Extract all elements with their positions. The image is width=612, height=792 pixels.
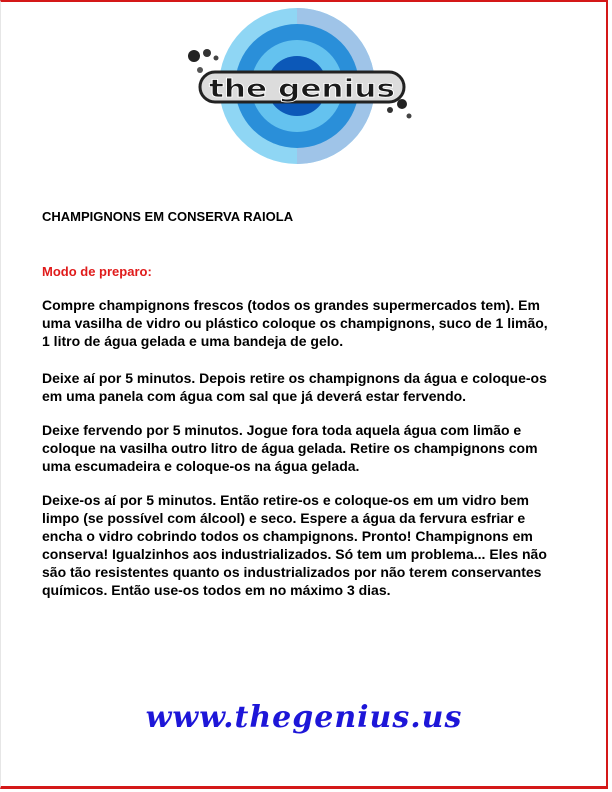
thegenius-logo <box>180 6 420 168</box>
recipe-paragraph: Deixe fervendo por 5 minutos. Jogue fora toda aquela água com limão e coloque na vasilha outro litro de água gelada. Retire os champignons com uma escumadeira e coloque-os na água gelada. <box>42 422 538 474</box>
recipe-paragraph: Compre champignons frescos (todos os grandes supermercados tem). Em uma vasilha de vidro ou plástico coloque os champignons, suco de 1 limão, 1 litro de água gelada e uma bandeja de gelo. <box>42 297 548 349</box>
footer-url-link[interactable]: www.thegenius.us <box>145 700 463 735</box>
recipe-title: CHAMPIGNONS EM CONSERVA RAIOLA <box>42 209 294 224</box>
recipe-paragraph: Deixe aí por 5 minutos. Depois retire os champignons da água e coloque-os em uma panela com água com sal que já deverá estar fervendo. <box>42 370 547 404</box>
logo-text: the genius <box>209 74 395 103</box>
section-heading: Modo de preparo: <box>42 264 152 279</box>
recipe-paragraph: Deixe-os aí por 5 minutos. Então retire-os e coloque-os em um vidro bem limpo (se possível com álcool) e seco. Espere a água da fervura esfriar e encha o vidro cobrindo todos os champignons. Pronto! Champignons em conserva! Igualzinhos aos industrializados. Só tem um problema... Eles não são tão resistentes quanto os industrializados por não terem conservantes químicos. Então use-os todos em no máximo 3 dias. <box>42 492 547 598</box>
